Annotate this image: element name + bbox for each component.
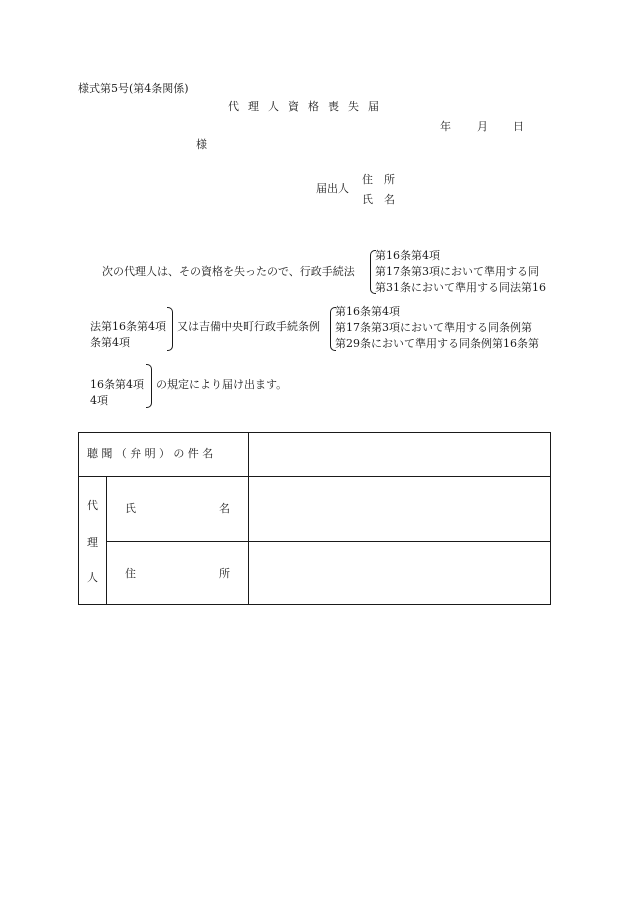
body-p1-lead: 次の代理人は、その資格を失ったので、行政手続法 [102, 265, 355, 278]
body-p2-opt2: 第17条第3項において準用する同条例第 [335, 321, 532, 334]
table-divider-agent [106, 476, 107, 604]
body-p2-left1: 法第16条第4項 [90, 320, 166, 333]
body-p1-opt1: 第16条第4項 [375, 249, 440, 262]
agent-table [78, 432, 551, 605]
hearing-subject-label: 聴聞（弁明）の件名 [87, 447, 217, 460]
agent-label-char-3: 人 [87, 571, 98, 584]
agent-address-label-2: 所 [219, 567, 230, 580]
body-p2-left2: 条第4項 [90, 336, 130, 349]
date-month: 月 [477, 120, 488, 133]
body-p2-mid: 又は吉備中央町行政手続条例 [177, 320, 320, 333]
body-p3-left2: 4項 [90, 394, 108, 407]
date-year: 年 [440, 120, 451, 133]
addressee-suffix: 様 [196, 138, 207, 151]
notifier-label: 届出人 [316, 182, 349, 195]
agent-label-char-1: 代 [87, 499, 98, 512]
table-divider-h1 [79, 476, 550, 477]
body-p2-opt3: 第29条において準用する同条例第16条第 [335, 337, 539, 350]
body-p1-opt3: 第31条において準用する同法第16 [375, 281, 546, 294]
brace-p3 [146, 364, 152, 408]
page-title: 代理人資格喪失届 [228, 100, 388, 113]
date-day: 日 [513, 120, 524, 133]
body-p3-left1: 16条第4項 [90, 378, 144, 391]
agent-name-label-1: 氏 [125, 502, 136, 515]
agent-address-label-1: 住 [125, 567, 136, 580]
body-p2-opt1: 第16条第4項 [335, 305, 400, 318]
agent-name-label-2: 名 [219, 502, 230, 515]
notifier-name-label: 氏 名 [362, 193, 395, 206]
brace-p2-left [167, 307, 173, 351]
form-number: 様式第5号(第4条関係) [78, 82, 189, 95]
table-divider-v [248, 433, 249, 604]
notifier-address-label: 住 所 [362, 173, 395, 186]
body-p1-opt2: 第17条第3項において準用する同 [375, 265, 539, 278]
agent-label-char-2: 理 [87, 536, 98, 549]
body-p3-tail: の規定により届け出ます。 [156, 378, 288, 391]
table-divider-h2 [106, 541, 550, 542]
